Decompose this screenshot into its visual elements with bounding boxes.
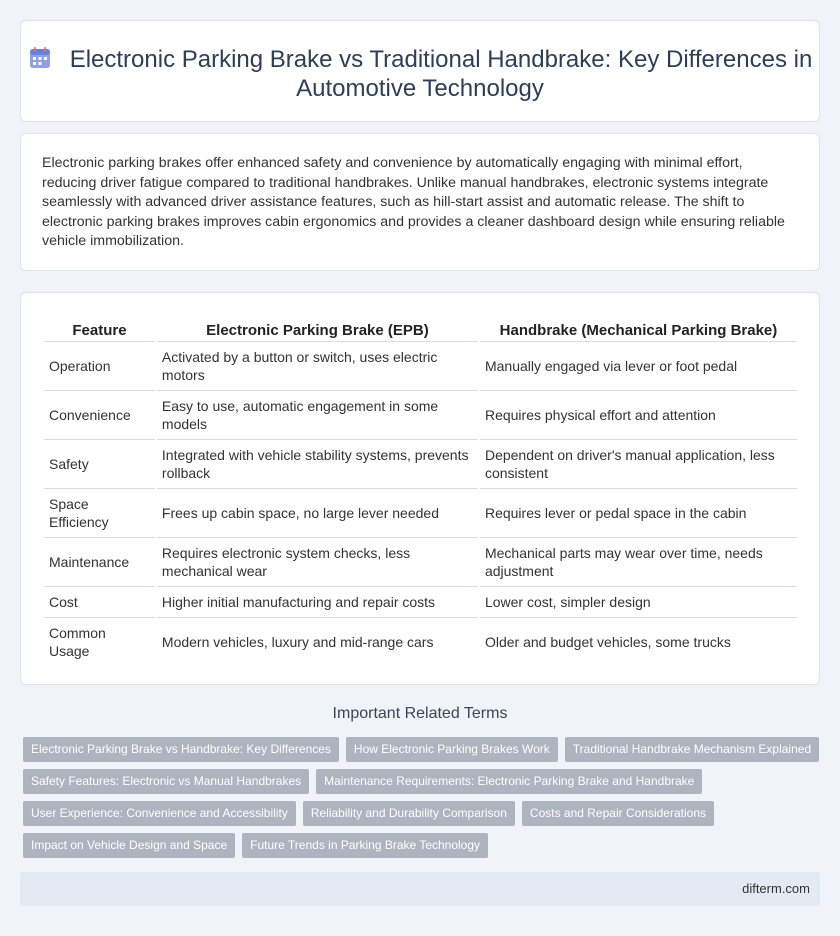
tag-row (23, 833, 818, 858)
related-term-link[interactable]: How Electronic Parking Brakes Work (346, 737, 558, 762)
intro-card (20, 133, 820, 271)
related-term-link[interactable]: User Experience: Convenience and Accessibility (23, 801, 296, 826)
handbrake-cell: Dependent on driver's manual application, less consistent (480, 439, 797, 488)
comparison-table (42, 315, 799, 666)
feature-cell: Safety (44, 439, 155, 488)
epb-cell: Activated by a button or switch, uses electric motors (157, 341, 478, 390)
table-row (44, 390, 797, 439)
table-row (44, 537, 797, 586)
related-term-link[interactable]: Impact on Vehicle Design and Space (23, 833, 235, 858)
handbrake-cell: Requires lever or pedal space in the cabin (480, 488, 797, 537)
handbrake-cell: Older and budget vehicles, some trucks (480, 617, 797, 666)
column-header-feature: Feature (72, 322, 127, 339)
epb-cell: Frees up cabin space, no large lever needed (157, 488, 478, 537)
related-terms-list (23, 737, 818, 865)
related-term-link[interactable]: Electronic Parking Brake vs Handbrake: Key Differences (23, 737, 339, 762)
tag-row (23, 801, 818, 826)
related-term-link[interactable]: Costs and Repair Considerations (522, 801, 714, 826)
table-header-row (44, 315, 797, 341)
epb-cell: Requires electronic system checks, less mechanical wear (157, 537, 478, 586)
table-row (44, 341, 797, 390)
footer-site-link[interactable]: difterm.com (742, 881, 810, 896)
related-term-link[interactable]: Maintenance Requirements: Electronic Parking Brake and Handbrake (316, 769, 702, 794)
related-term-link[interactable]: Reliability and Durability Comparison (303, 801, 515, 826)
feature-cell: Space Efficiency (44, 488, 155, 537)
feature-cell: Common Usage (44, 617, 155, 666)
handbrake-cell: Manually engaged via lever or foot pedal (480, 341, 797, 390)
handbrake-cell: Mechanical parts may wear over time, needs adjustment (480, 537, 797, 586)
page-title: Electronic Parking Brake vs Traditional Handbrake: Key Differences in Automotive Technology (69, 46, 813, 102)
feature-cell: Convenience (44, 390, 155, 439)
header-card (20, 20, 820, 122)
footer (20, 872, 820, 906)
handbrake-cell: Lower cost, simpler design (480, 586, 797, 617)
table-row (44, 488, 797, 537)
page-title-wrap (21, 45, 819, 103)
related-term-link[interactable]: Future Trends in Parking Brake Technology (242, 833, 488, 858)
related-term-link[interactable]: Traditional Handbrake Mechanism Explained (565, 737, 819, 762)
epb-cell: Easy to use, automatic engagement in some models (157, 390, 478, 439)
related-terms-heading: Important Related Terms (332, 705, 508, 722)
epb-cell: Integrated with vehicle stability systems, prevents rollback (157, 439, 478, 488)
comparison-card (20, 292, 820, 685)
handbrake-cell: Requires physical effort and attention (480, 390, 797, 439)
calendar-icon (28, 46, 52, 70)
feature-cell: Maintenance (44, 537, 155, 586)
table-row (44, 439, 797, 488)
feature-cell: Operation (44, 341, 155, 390)
intro-paragraph: Electronic parking brakes offer enhanced safety and convenience by automatically engaging with minimal effort, reducing driver fatigue compared to traditional handbrakes. Unlike manual handbrakes, electronic systems integrate seamlessly with advanced driver assistance features, such as hill-start assist and automatic release. The shift to electronic parking brakes improves cabin ergonomics and provides a cleaner dashboard design while ensuring reliable vehicle immobilization. (42, 155, 785, 250)
feature-cell: Cost (44, 586, 155, 617)
epb-cell: Higher initial manufacturing and repair costs (157, 586, 478, 617)
related-term-link[interactable]: Safety Features: Electronic vs Manual Handbrakes (23, 769, 309, 794)
tag-row (23, 737, 818, 762)
tag-row (23, 769, 818, 794)
table-row (44, 617, 797, 666)
table-row (44, 586, 797, 617)
epb-cell: Modern vehicles, luxury and mid-range cars (157, 617, 478, 666)
column-header-handbrake: Handbrake (Mechanical Parking Brake) (499, 322, 778, 339)
column-header-epb: Electronic Parking Brake (EPB) (206, 322, 429, 339)
